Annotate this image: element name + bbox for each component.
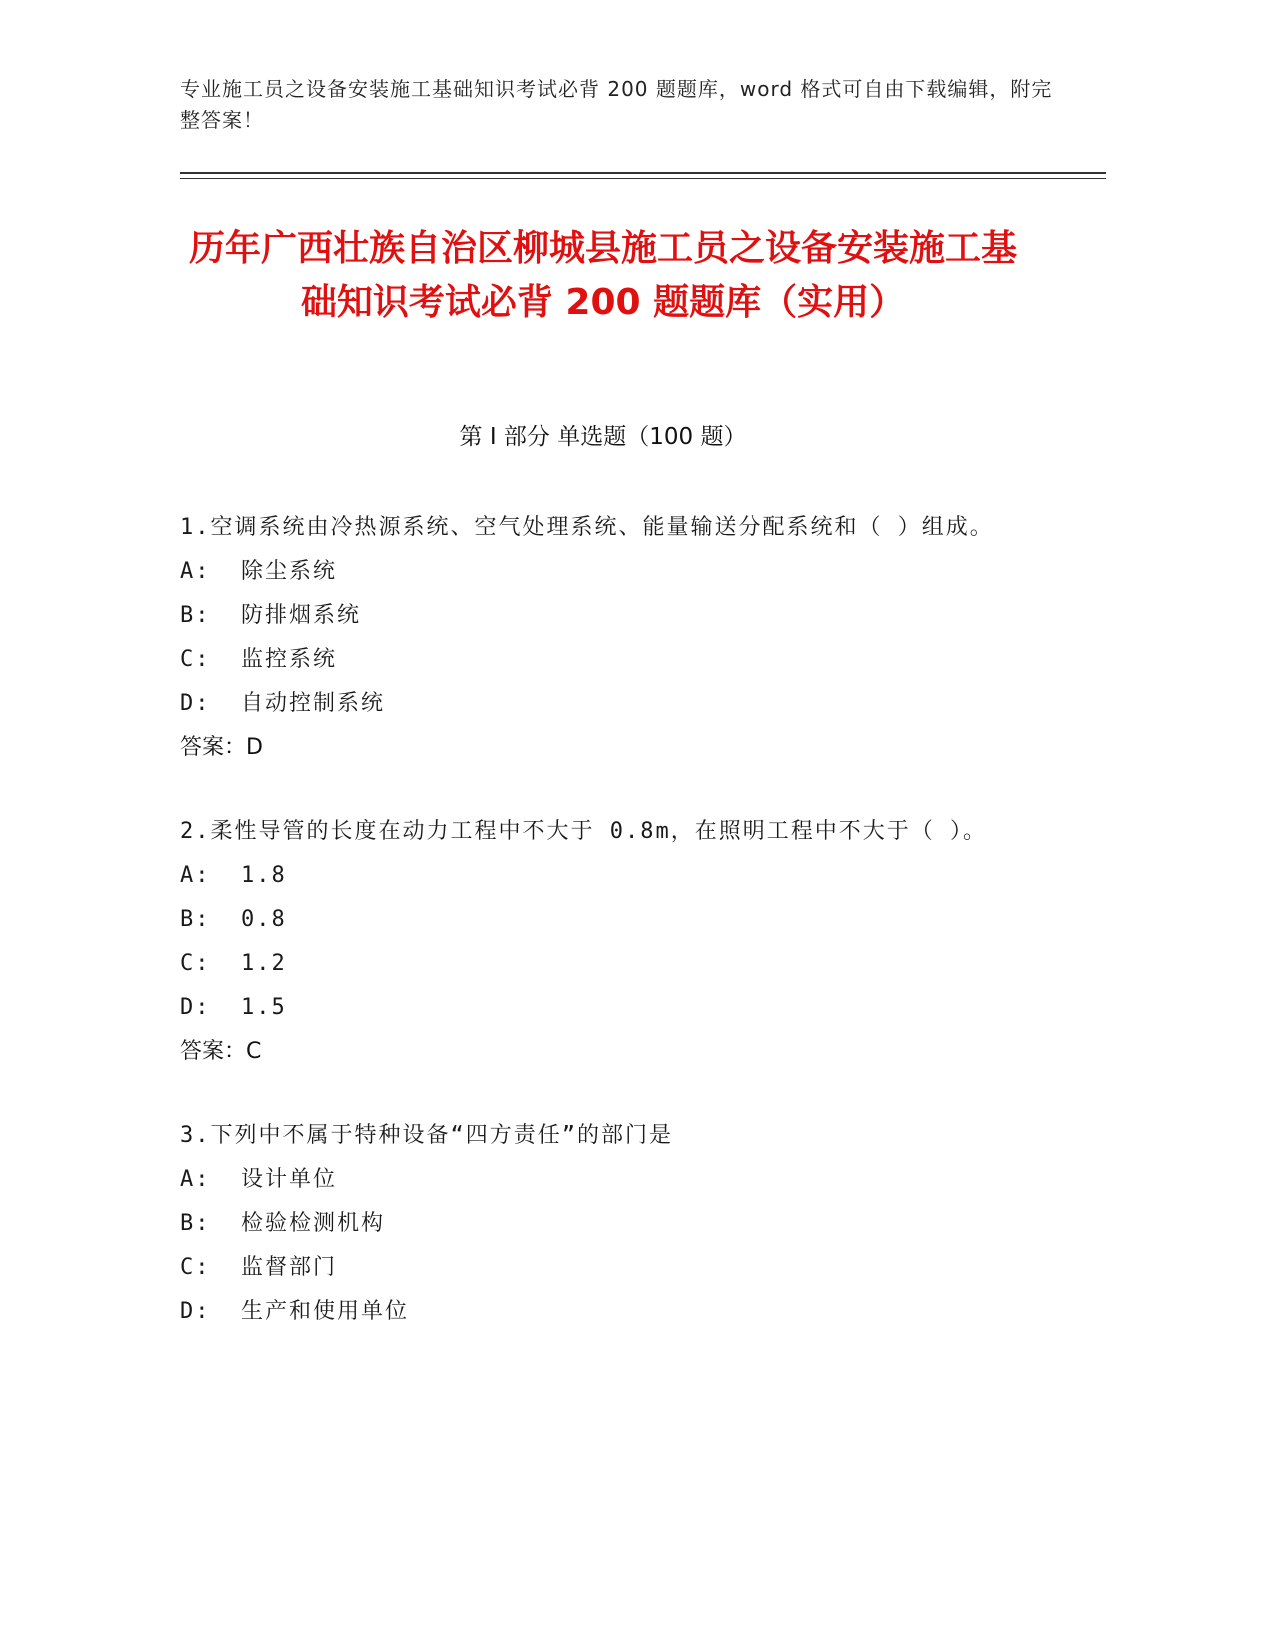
option-a: A: 1.8 xyxy=(180,863,287,888)
answer-line: 答案：C xyxy=(180,1039,262,1064)
option-d: D: 生产和使用单位 xyxy=(180,1299,409,1324)
header-divider-thin xyxy=(180,178,1106,179)
option-d: D: 1.5 xyxy=(180,995,287,1020)
option-c: C: 监控系统 xyxy=(180,647,337,672)
answer-line: 答案：D xyxy=(180,735,263,760)
option-a: A: 设计单位 xyxy=(180,1167,337,1192)
header-divider-thick xyxy=(180,172,1106,174)
question-item xyxy=(180,810,1026,1074)
option-b: B: 0.8 xyxy=(180,907,287,932)
option-b: B: 检验检测机构 xyxy=(180,1211,385,1236)
document-title: 历年广西壮族自治区柳城县施工员之设备安装施工基础知识考试必背 200 题题库（实用） xyxy=(188,228,1017,323)
option-c: C: 监督部门 xyxy=(180,1255,337,1280)
question-item xyxy=(180,506,1026,770)
question-text: 2.柔性导管的长度在动力工程中不大于 0.8m，在照明工程中不大于（ ）。 xyxy=(180,819,987,844)
question-text: 1.空调系统由冷热源系统、空气处理系统、能量输送分配系统和（ ）组成。 xyxy=(180,515,994,540)
option-a: A: 除尘系统 xyxy=(180,559,337,584)
option-d: D: 自动控制系统 xyxy=(180,691,385,716)
question-item xyxy=(180,1114,1026,1334)
question-text: 3.下列中不属于特种设备“四方责任”的部门是 xyxy=(180,1123,673,1148)
question-list xyxy=(180,506,1026,1374)
section-heading: 第 I 部分 单选题（100 题） xyxy=(459,424,747,450)
option-b: B: 防排烟系统 xyxy=(180,603,361,628)
header-note: 专业施工员之设备安装施工基础知识考试必背 200 题题库，word 格式可自由下载编辑，附完整答案！ xyxy=(180,77,1053,132)
option-c: C: 1.2 xyxy=(180,951,287,976)
